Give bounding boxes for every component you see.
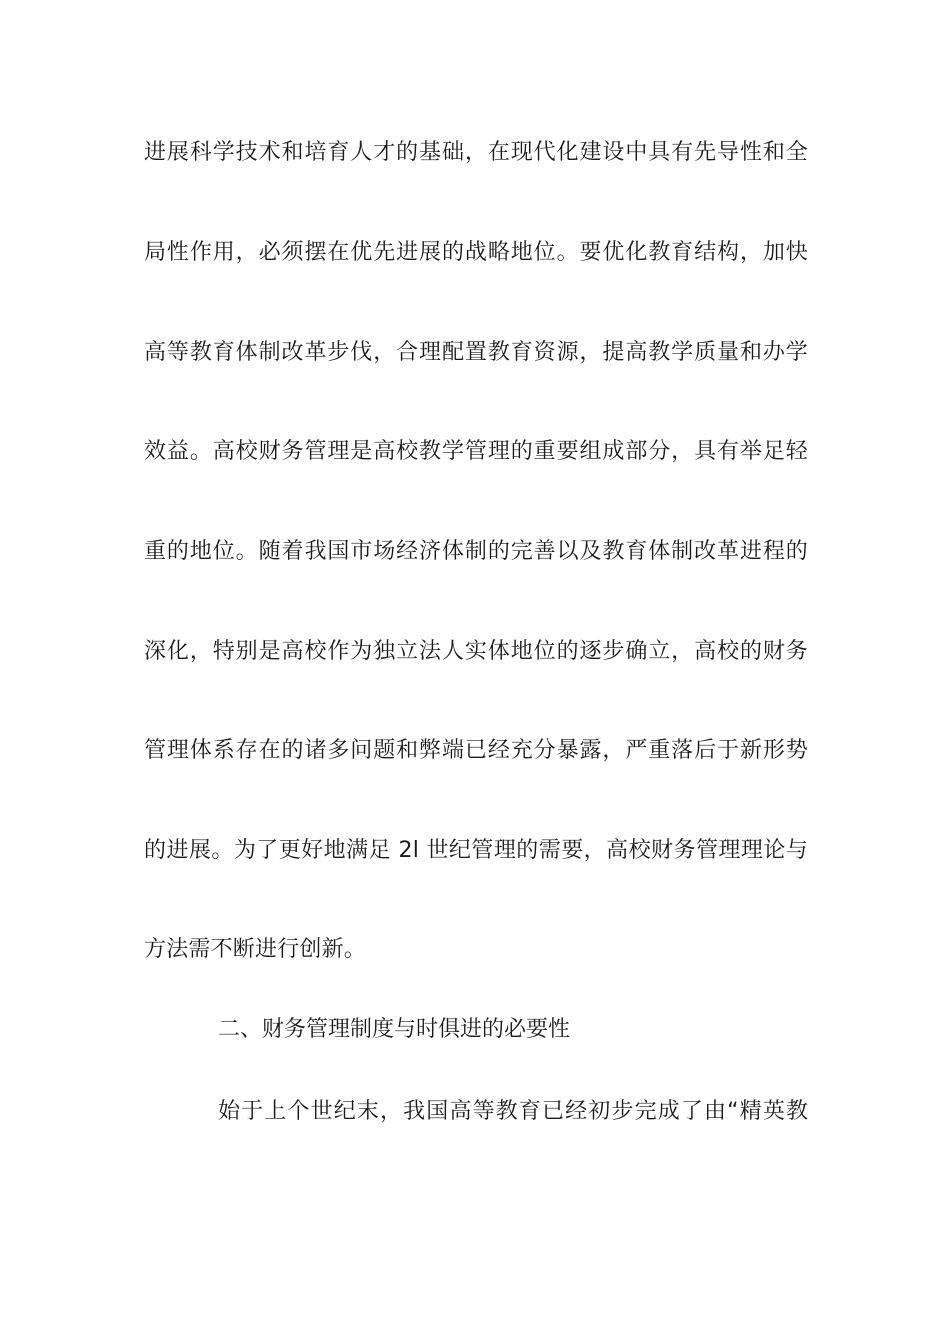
paragraph-line: 始于上个世纪末，我国高等教育已经初步完成了由“精英教 — [218, 1099, 808, 1124]
paragraph-line: 效益。高校财务管理是高校教学管理的重要组成部分，具有举足轻 — [144, 439, 808, 464]
paragraph-line: 的进展。为了更好地满足 2l 世纪管理的需要，高校财务管理理论与 — [144, 838, 808, 863]
paragraph-line: 方法需不断进行创新。 — [144, 937, 367, 962]
paragraph-line: 深化，特别是高校作为独立法人实体地位的逐步确立，高校的财务 — [144, 639, 808, 664]
paragraph-line: 高等教育体制改革步伐，合理配置教育资源，提高教学质量和办学 — [144, 340, 808, 365]
paragraph-line: 进展科学技术和培育人才的基础，在现代化建设中具有先导性和全 — [144, 140, 808, 165]
paragraph-line: 管理体系存在的诸多问题和弊端已经充分暴露，严重落后于新形势 — [144, 738, 808, 763]
section-heading: 二、财务管理制度与时俱进的必要性 — [218, 1017, 571, 1042]
paragraph-line: 重的地位。随着我国市场经济体制的完善以及教育体制改革进程的 — [144, 539, 808, 564]
paragraph-line: 局性作用，必须摆在优先进展的战略地位。要优化教育结构，加快 — [144, 240, 808, 265]
